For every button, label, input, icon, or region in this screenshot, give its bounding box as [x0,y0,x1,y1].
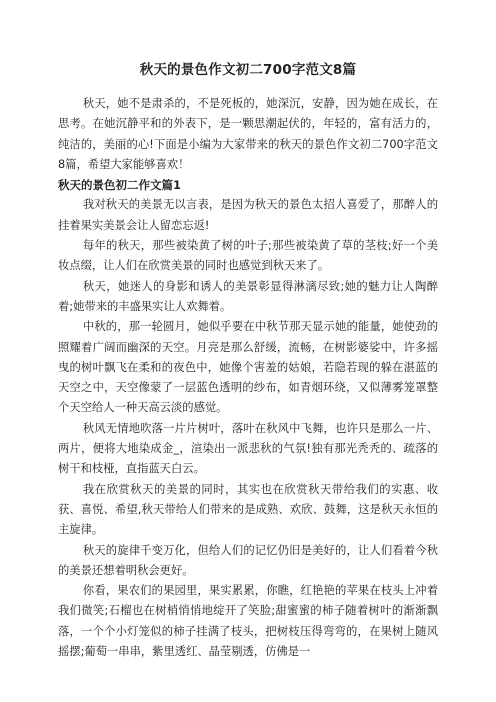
section-heading: 秋天的景色初二作文篇1 [58,178,182,193]
body-paragraph-2: 每年的秋天，那些被染黄了树的叶子;那些被染黄了草的茎枝;好一个美妆点缀，让人们在欣赏美景的同时也感觉到秋天来了。 [58,239,438,273]
body-paragraph-1: 我对秋天的美景无以言表，是因为秋天的景色太招人喜爱了，那醉人的挂着果实美景会让人留恋忘返! [58,198,438,232]
body-paragraph-5: 秋风无情地吹落一片片树叶，落叶在秋风中飞舞，也许只是那么一片、两片，便将大地染成金_，渲染出一派悲秋的气氛!独有那光秃秃的、疏落的树干和枝桠，直指蓝天白云。 [58,421,438,476]
intro-paragraph: 秋天，她不是肃杀的，不是死板的，她深沉，安静，因为她在成长，在思考。在她沉静平和的外表下，是一颗思潮起伏的，年轻的，富有活力的，纯洁的，美丽的心!下面是小编为大家带来的秋天的景色作文初二700字范文8篇，希望大家能够喜欢！ [58,97,438,171]
body-paragraph-7: 秋天的旋律千变万化，但给人们的记忆仍旧是美好的，让人们看着今秋的美景还想着明秋会更好。 [58,543,438,577]
body-paragraph-4: 中秋的，那一轮圆月，她似乎要在中秋节那天显示她的能量，她使劲的照耀着广阔而幽深的天空。月亮是那么舒缓，流畅，在树影婆娑中，许多摇曳的树叶飘飞在柔和的夜色中，她像个害羞的姑娘，若隐若现的躲在湛蓝的天空之中，天空像蒙了一层蓝色透明的纱布，如青烟环绕，又似薄雾笼罩整个天空给人一种天高云淡的感觉。 [58,320,438,415]
body-paragraph-3: 秋天，她迷人的身影和诱人的美景彰显得淋漓尽致;她的魅力让人陶醉着;她带来的丰盛果实让人欢舞着。 [58,279,438,313]
document-title: 秋天的景色作文初二700字范文8篇 [139,62,357,78]
body-paragraph-8: 你看，果农们的果园里，果实累累，你瞧，红艳艳的苹果在枝头上冲着我们微笑;石榴也在树梢悄悄地绽开了笑脸;甜蜜蜜的柿子随着树叶的渐渐飘落，一个个小灯笼似的柿子挂满了枝头，把树枝压得弯弯的，在果树上随风摇摆;葡萄一串串，紫里透红、晶莹剔透，仿佛是一 [58,584,438,659]
body-paragraph-6: 我在欣赏秋天的美景的同时，其实也在欣赏秋天带给我们的实惠、收获、喜悦、希望,秋天带给人们带来的是成熟、欢欣、鼓舞，这是秋天永恒的主旋律。 [58,482,438,537]
